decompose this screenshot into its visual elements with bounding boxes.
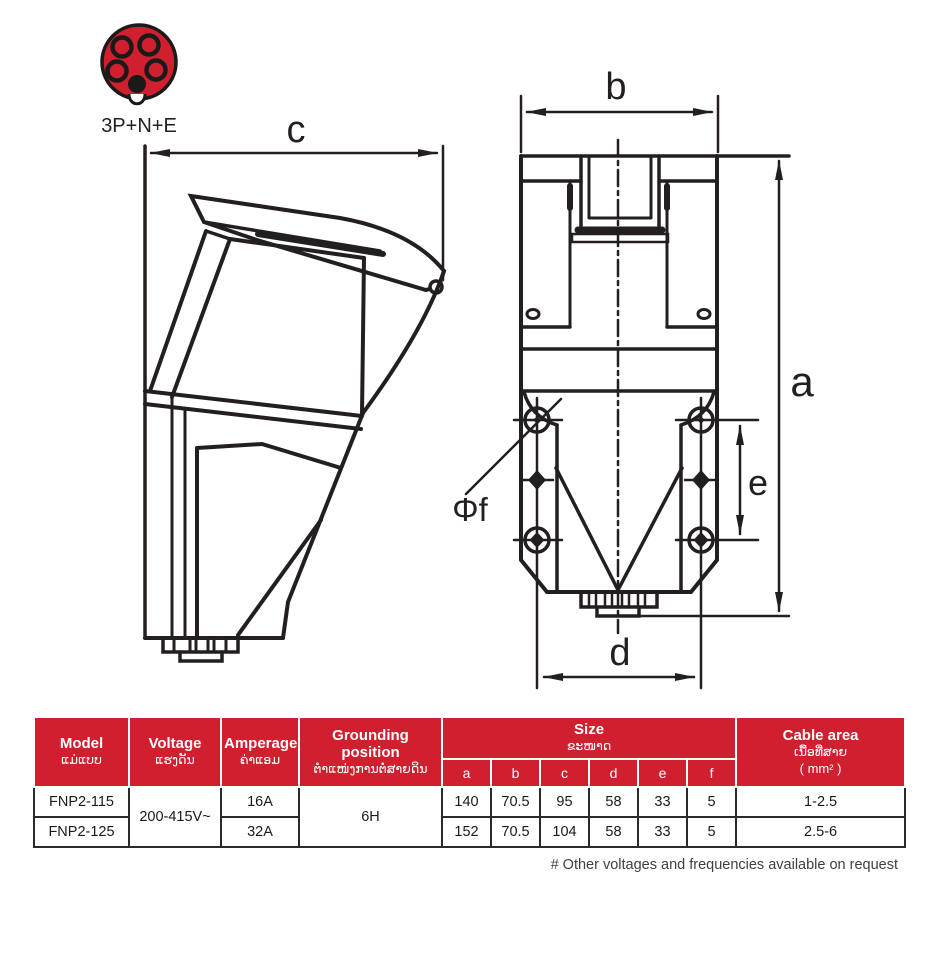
size-f-cell: 5 [687,817,736,847]
side-band-line [145,404,361,429]
col-header-grounding: Grounding position ຕຳແໜ່ງການຕໍ່ສາຍດິນ [299,717,442,787]
size-sub-header-e: e [638,759,687,787]
side-band-line [145,391,362,416]
front-small-hole [698,310,710,319]
spec-table-wrap [33,716,906,848]
size-b-cell: 70.5 [491,787,540,817]
side-view-drawing [145,146,444,661]
col-header-amperage: Amperage ຄ່າແອມ [221,717,299,787]
size-b-cell: 70.5 [491,817,540,847]
col-header-cable-area: Cable area ເນື້ອທີ່ສາຍ ( mm² ) [736,717,905,787]
front-hinge-pocket-inner [589,156,651,218]
size-sub-header-c: c [540,759,589,787]
pin-config-label: 3P+N+E [101,115,177,137]
size-d-cell: 58 [589,817,638,847]
voltage-cell: 200-415V~ [129,787,221,847]
size-sub-header-a: a [442,759,491,787]
logo-keyway-notch [129,94,145,104]
side-face-outer [150,231,206,391]
mounting-hole-mid-right [692,470,710,490]
dim-label-phi-f: Φf [452,491,488,528]
front-small-hole [527,310,539,319]
hole-diamond [694,532,709,548]
size-f-cell: 5 [687,787,736,817]
table-row [34,787,905,817]
size-a-cell: 152 [442,817,491,847]
dim-label-a: a [790,358,814,405]
model-cell: FNP2-125 [34,817,129,847]
side-recess-right [362,258,364,414]
size-sub-header-b: b [491,759,540,787]
hole-diamond [530,532,545,548]
col-header-voltage: Voltage ແຮງດັນ [129,717,221,787]
cable-area-cell: 1-2.5 [736,787,905,817]
front-hinge-lip [572,234,668,242]
model-cell: FNP2-115 [34,787,129,817]
size-c-cell: 95 [540,787,589,817]
side-face-inner [172,239,230,397]
size-e-cell: 33 [638,817,687,847]
size-sub-header-f: f [687,759,736,787]
side-gland-ribs [174,638,226,652]
size-c-cell: 104 [540,817,589,847]
cable-area-cell: 2.5-6 [736,817,905,847]
hole-center-dot [698,417,704,423]
size-sub-header-d: d [589,759,638,787]
side-diagonal-line [238,520,321,635]
amperage-cell: 16A [221,787,299,817]
spec-table [33,716,906,848]
logo-earth-pin [128,75,146,93]
footer-note: # Other voltages and frequencies available on request [550,857,898,873]
amperage-cell: 32A [221,817,299,847]
grounding-cell: 6H [299,787,442,847]
dim-label-b: b [605,66,627,108]
col-header-model: Model ແມ່ແບບ [34,717,129,787]
mounting-hole-mid-left [528,470,546,490]
size-e-cell: 33 [638,787,687,817]
size-d-cell: 58 [589,787,638,817]
size-a-cell: 140 [442,787,491,817]
dim-label-d: d [609,632,631,674]
dim-label-c: c [286,109,306,151]
side-face-top [206,231,230,239]
side-inner-panel [197,444,341,637]
col-header-size-group: Size ຂະໜາດ [442,717,736,759]
product-pin-logo [101,25,177,137]
front-view-drawing [466,96,789,688]
hole-cross-lines [514,420,758,540]
dim-label-e: e [747,462,769,503]
